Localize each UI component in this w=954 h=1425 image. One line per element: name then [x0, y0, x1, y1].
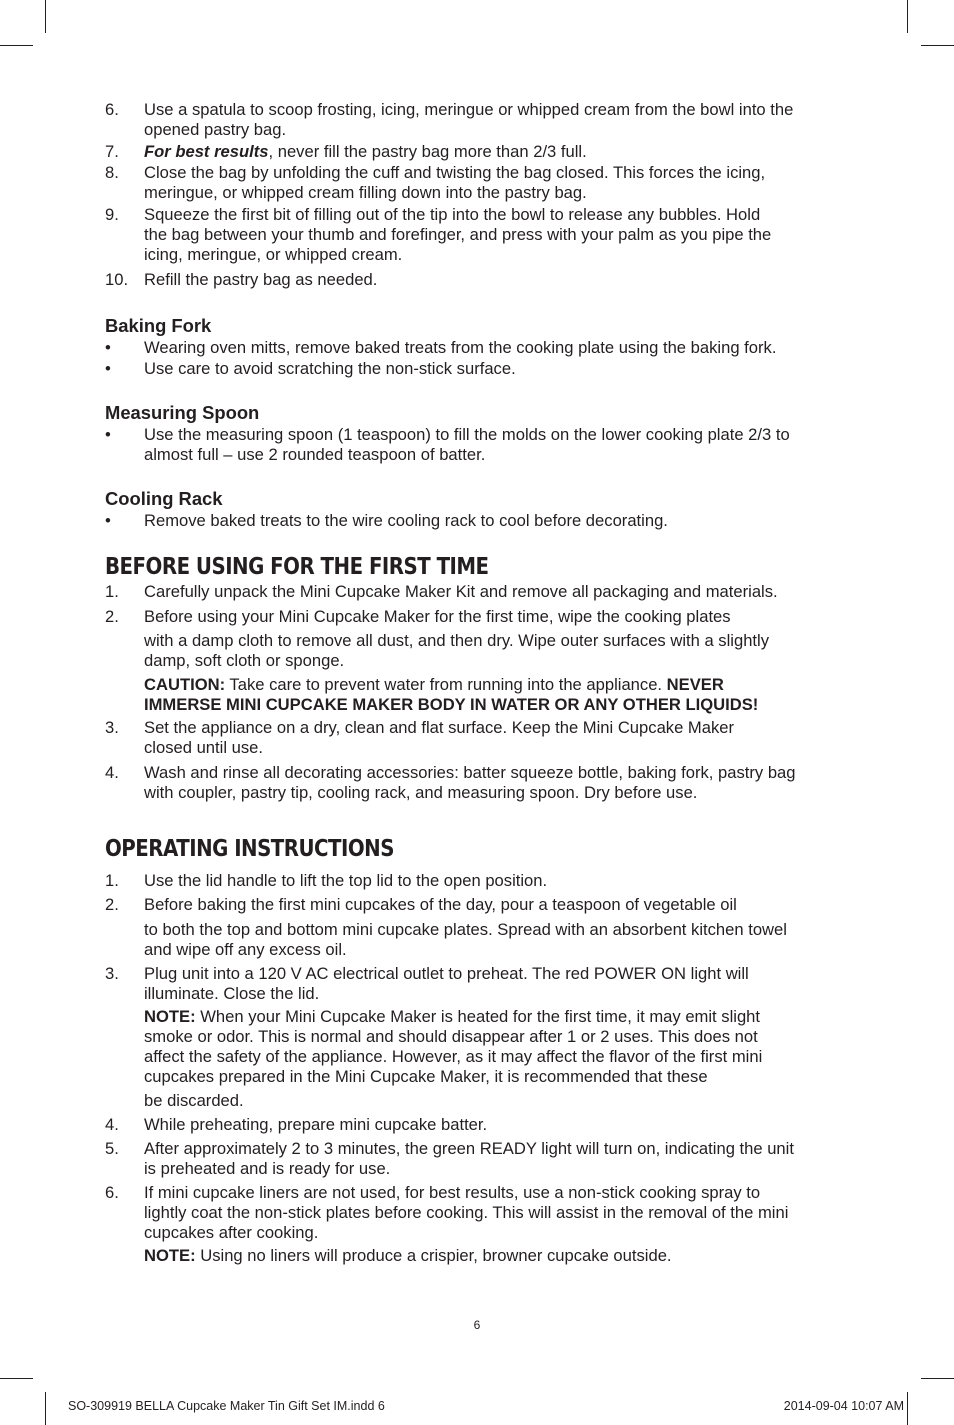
list-number: 3.: [105, 718, 119, 737]
list-text-line: Before baking the first mini cupcakes of the day, pour a teaspoon of vegetable oil: [144, 895, 737, 914]
list-number: 5.: [105, 1139, 119, 1158]
list-text-line: Set the appliance on a dry, clean and flat surface. Keep the Mini Cupcake Maker: [144, 718, 735, 737]
bullet: •: [105, 338, 111, 357]
note-label: NOTE:: [144, 1246, 196, 1265]
subheading-cooling-rack: Cooling Rack: [105, 488, 223, 509]
list-text-line: Carefully unpack the Mini Cupcake Maker Kit and remove all packaging and materials.: [144, 582, 778, 601]
crop-mark: [921, 1378, 954, 1379]
list-number: 8.: [105, 163, 119, 182]
note-text: affect the safety of the appliance. However, as it may affect the flavor of the first mini: [144, 1047, 763, 1066]
list-text-line: After approximately 2 to 3 minutes, the green READY light will turn on, indicating the unit: [144, 1139, 794, 1158]
list-text-line: is preheated and is ready for use.: [144, 1159, 391, 1178]
bullet: •: [105, 425, 111, 444]
list-text-line: illuminate. Close the lid.: [144, 984, 320, 1003]
list-text-line: closed until use.: [144, 738, 263, 757]
note-text: cupcakes prepared in the Mini Cupcake Maker, it is recommended that these: [144, 1067, 708, 1086]
crop-mark: [45, 1392, 46, 1425]
caution-warning: IMMERSE MINI CUPCAKE MAKER BODY IN WATER OR ANY OTHER LIQUIDS!: [144, 695, 759, 714]
list-text-line: opened pastry bag.: [144, 120, 287, 139]
bullet-text-line: almost full – use 2 rounded teaspoon of batter.: [144, 445, 486, 464]
list-text-line: with coupler, pastry tip, cooling rack, and measuring spoon. Dry before use.: [144, 783, 698, 802]
caution-label: CAUTION:: [144, 675, 226, 694]
list-text-line: cupcakes after cooking.: [144, 1223, 319, 1242]
bullet: •: [105, 511, 111, 530]
bullet-text: Remove baked treats to the wire cooling rack to cool before decorating.: [144, 511, 668, 530]
footer-filename: SO-309919 BELLA Cupcake Maker Tin Gift Set IM.indd 6: [68, 1399, 385, 1413]
note-text: be discarded.: [144, 1091, 244, 1110]
paragraph: [144, 920, 849, 960]
list-text-line: lightly coat the non-stick plates before cooking. This will assist in the removal of the mini: [144, 1203, 789, 1222]
list-number: 9.: [105, 205, 119, 224]
caution-note: [144, 675, 849, 715]
note-text: smoke or odor. This is normal and should disappear after 1 or 2 uses. This does not: [144, 1027, 758, 1046]
crop-mark: [45, 0, 46, 33]
list-number: 4.: [105, 1115, 119, 1134]
note-label: NOTE:: [144, 1007, 196, 1026]
list-number: 1.: [105, 582, 119, 601]
note-text: Using no liners will produce a crispier, browner cupcake outside.: [195, 1246, 672, 1265]
bullet-text: Use care to avoid scratching the non-stick surface.: [144, 359, 516, 378]
section-heading-before-first-use: BEFORE USING FOR THE FIRST TIME: [105, 554, 489, 580]
paragraph: [144, 631, 849, 671]
caution-text: Take care to prevent water from running into the appliance.: [225, 675, 667, 694]
section-heading-operating-instructions: OPERATING INSTRUCTIONS: [105, 836, 394, 862]
crop-mark: [907, 1392, 908, 1425]
note: [144, 1246, 849, 1266]
list-text-line: Use a spatula to scoop frosting, icing, meringue or whipped cream from the bowl into the: [144, 100, 794, 119]
note: [144, 1007, 849, 1087]
list-number: 2.: [105, 607, 119, 626]
crop-mark: [0, 45, 33, 46]
paragraph-line: to both the top and bottom mini cupcake plates. Spread with an absorbent kitchen towel: [144, 920, 787, 939]
list-text: , never fill the pastry bag more than 2/3 full.: [268, 142, 587, 161]
list-number: 10.: [105, 270, 129, 289]
list-number: 4.: [105, 763, 119, 782]
list-text-line: Before using your Mini Cupcake Maker for the first time, wipe the cooking plates: [144, 607, 731, 626]
note-text: When your Mini Cupcake Maker is heated for the first time, it may emit slight: [195, 1007, 761, 1026]
list-number: 1.: [105, 871, 119, 890]
bullet-text: Wearing oven mitts, remove baked treats from the cooking plate using the baking fork.: [144, 338, 777, 357]
caution-warning: NEVER: [666, 675, 724, 694]
crop-mark: [0, 1378, 33, 1379]
list-text-line: the bag between your thumb and forefinger, and press with your palm as you pipe the: [144, 225, 772, 244]
paragraph-line: damp, soft cloth or sponge.: [144, 651, 345, 670]
list-number: 7.: [105, 142, 119, 161]
list-text-line: meringue, or whipped cream filling down into the pastry bag.: [144, 183, 587, 202]
list-text-line: If mini cupcake liners are not used, for best results, use a non-stick cooking spray to: [144, 1183, 761, 1202]
list-text-line: Plug unit into a 120 V AC electrical outlet to preheat. The red POWER ON light will: [144, 964, 749, 983]
crop-mark: [907, 0, 908, 33]
list-text-line: Squeeze the first bit of filling out of the tip into the bowl to release any bubbles. Hold: [144, 205, 761, 224]
bullet-text-line: Use the measuring spoon (1 teaspoon) to fill the molds on the lower cooking plate 2/3 to: [144, 425, 790, 444]
subheading-baking-fork: Baking Fork: [105, 315, 212, 336]
list-text-line: Refill the pastry bag as needed.: [144, 270, 378, 289]
list-text-line: While preheating, prepare mini cupcake batter.: [144, 1115, 488, 1134]
crop-mark: [921, 45, 954, 46]
list-number: 2.: [105, 895, 119, 914]
list-number: 6.: [105, 1183, 119, 1202]
list-text-line: Wash and rinse all decorating accessories: batter squeeze bottle, baking fork, pastry bag: [144, 763, 796, 782]
bullet: •: [105, 359, 111, 378]
emphasis-text: For best results: [144, 142, 269, 161]
list-text-line: Use the lid handle to lift the top lid to the open position.: [144, 871, 548, 890]
list-text-line: icing, meringue, or whipped cream.: [144, 245, 403, 264]
subheading-measuring-spoon: Measuring Spoon: [105, 402, 260, 423]
paragraph-line: and wipe off any excess oil.: [144, 940, 347, 959]
footer-timestamp: 2014-09-04 10:07 AM: [783, 1399, 904, 1413]
page-number: 6: [473, 1318, 481, 1332]
list-text-line: Close the bag by unfolding the cuff and twisting the bag closed. This forces the icing,: [144, 163, 766, 182]
list-number: 3.: [105, 964, 119, 983]
list-number: 6.: [105, 100, 119, 119]
paragraph-line: with a damp cloth to remove all dust, and then dry. Wipe outer surfaces with a slightly: [144, 631, 770, 650]
